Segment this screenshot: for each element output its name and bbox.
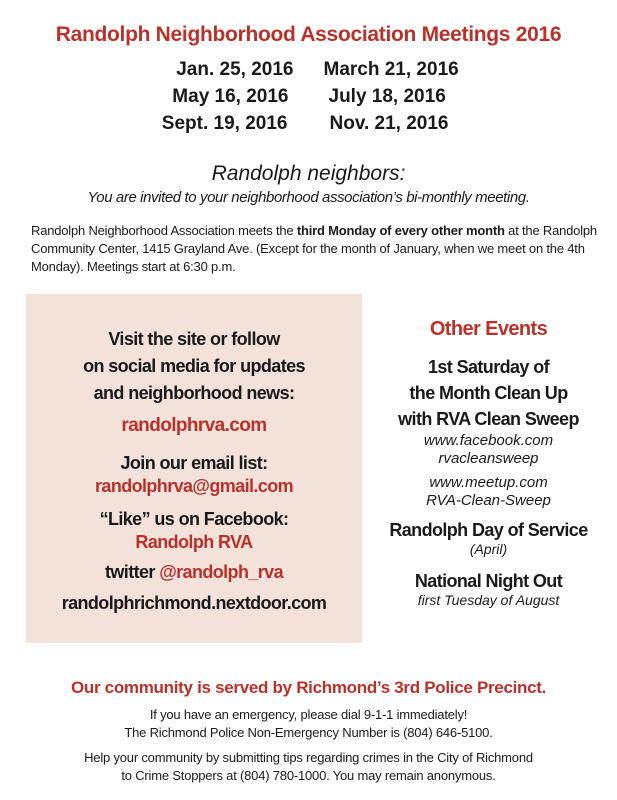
text: Help your community by submitting tips regarding crimes in the City of Richmond	[84, 750, 533, 765]
email-link[interactable]: randolphrva@gmail.com	[95, 476, 293, 496]
date: Sept. 19, 2016	[161, 113, 288, 134]
text: The Richmond Police Non-Emergency Number is (804) 646-5100.	[124, 725, 493, 740]
date: July 18, 2016	[328, 86, 446, 107]
meetup-link[interactable]	[362, 474, 615, 510]
text: Visit the site or follow	[108, 329, 280, 349]
greeting: Randolph neighbors:	[211, 162, 406, 185]
police-heading: Our community is served by Richmond’s 3rd Police Precinct.	[70, 678, 547, 697]
date: March 21, 2016	[323, 59, 459, 80]
text: on social media for updates	[83, 356, 305, 376]
service-when: (April)	[469, 541, 508, 557]
text: Join our email list:	[120, 453, 268, 473]
text: and neighborhood news:	[93, 383, 295, 403]
text: twitter	[105, 562, 160, 582]
social-intro	[26, 326, 362, 407]
page-title: Randolph Neighborhood Association Meetings 2016	[55, 23, 562, 46]
text: RVA-Clean-Sweep	[426, 492, 551, 509]
date: May 16, 2016	[172, 86, 289, 107]
date: Jan. 25, 2016	[176, 59, 294, 80]
cleanup-event	[362, 354, 615, 432]
events-title: Other Events	[429, 318, 548, 340]
facebook-link[interactable]: Randolph RVA	[135, 532, 253, 552]
nno-when: first Tuesday of August	[417, 592, 560, 608]
text: 1st Saturday of	[427, 357, 550, 377]
text: “Like” us on Facebook:	[99, 509, 289, 529]
text: the Month Clean Up	[409, 383, 568, 403]
invite-line: You are invited to your neighborhood association’s bi-monthly meeting.	[87, 189, 530, 206]
text: www.facebook.com	[423, 432, 554, 449]
text: to Crime Stoppers at (804) 780-1000. You may remain anonymous.	[121, 768, 496, 783]
other-events	[362, 318, 615, 608]
text-bold: third Monday of every other month	[296, 223, 505, 238]
email-block	[26, 452, 362, 498]
service-title: Randolph Day of Service	[389, 520, 588, 540]
nextdoor-link[interactable]: randolphrichmond.nextdoor.com	[61, 593, 327, 613]
text: rvacleansweep	[438, 450, 539, 467]
website-link[interactable]: randolphrva.com	[121, 415, 267, 436]
meeting-info	[31, 222, 601, 276]
social-box	[26, 294, 362, 643]
text: www.meetup.com	[429, 474, 548, 491]
nno-title: National Night Out	[414, 571, 563, 591]
twitter-link[interactable]: @randolph_rva	[159, 562, 283, 582]
text: at the Randolph Community Center, 1415 Grayland Ave. (Except for the month of January, when we meet on the 4th Monday). Meetings start at 6:30 p.m.	[31, 223, 597, 274]
text: with RVA Clean Sweep	[398, 409, 579, 429]
twitter-block	[26, 562, 362, 583]
text: If you have an emergency, please dial 9-1-1 immediately!	[149, 707, 468, 722]
date: Nov. 21, 2016	[329, 113, 449, 134]
text: Randolph Neighborhood Association meets the	[31, 223, 297, 238]
footer-info	[0, 706, 617, 785]
meeting-dates	[0, 59, 617, 140]
facebook-block	[26, 508, 362, 554]
facebook-cleansweep-link[interactable]	[362, 432, 615, 468]
